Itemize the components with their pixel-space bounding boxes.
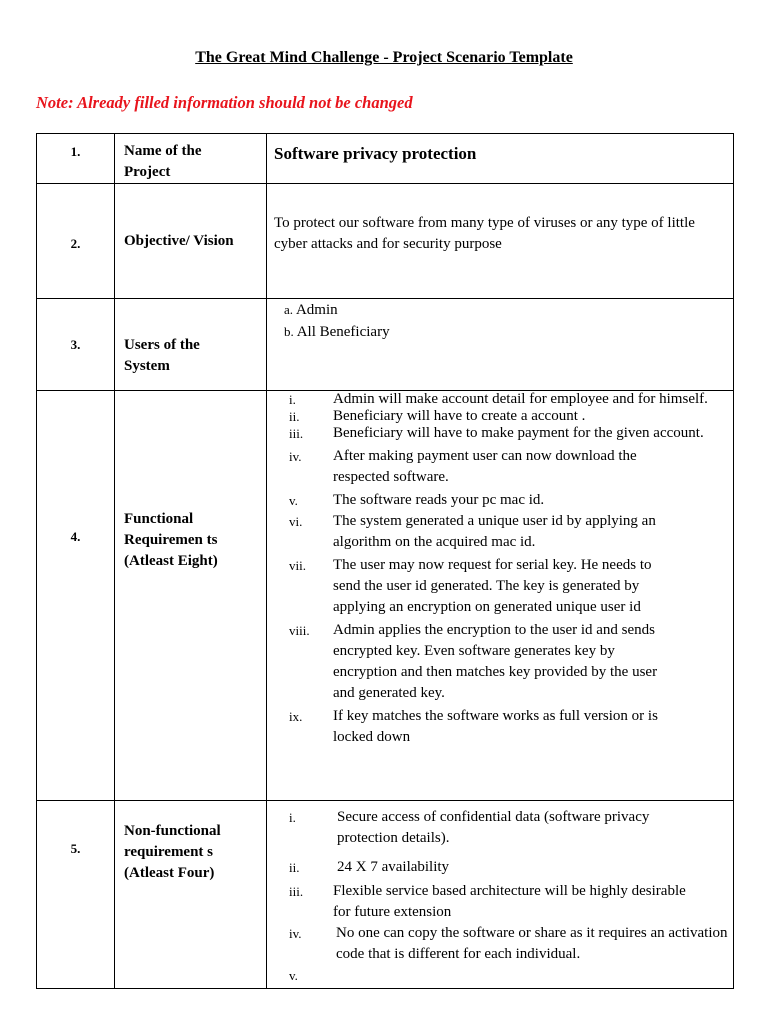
project-scenario-table <box>36 133 734 989</box>
list-item: ii. Beneficiary will have to create a account . <box>289 408 586 424</box>
list-item: iii. Flexible service based architecture will be highly desirable for future extension <box>289 883 686 920</box>
row-label: Objective/ Vision <box>115 184 267 299</box>
row-value <box>267 391 734 801</box>
list-item: vi. The system generated a unique user id by applying an algorithm on the acquired mac id. <box>289 513 656 550</box>
list-item: b. All Beneficiary <box>284 324 390 340</box>
row-number: 3. <box>37 299 115 391</box>
document-title: The Great Mind Challenge - Project Scenario Template <box>195 49 573 66</box>
table-row <box>37 134 734 184</box>
table-row <box>37 184 734 299</box>
list-item: v. The software reads your pc mac id. <box>289 492 545 508</box>
note-text: Note: Already filled information should not be changed <box>36 93 413 112</box>
row-number: 4. <box>37 391 115 801</box>
row-label: Functional Requiremen ts (Atleast Eight) <box>115 391 267 801</box>
list-item: ii. 24 X 7 availability <box>289 859 450 875</box>
table-row <box>37 391 734 801</box>
row-label: Name of the Project <box>115 134 267 184</box>
row-label: Users of the System <box>115 299 267 391</box>
list-item: i. Secure access of confidential data (software privacy protection details). <box>289 809 650 846</box>
list-item: a. Admin <box>284 302 338 318</box>
row-label: Non-functional requirement s (Atleast Four) <box>115 801 267 989</box>
table-row <box>37 801 734 989</box>
row-value <box>267 801 734 989</box>
list-item: iv. After making payment user can now download the respected software. <box>289 448 637 485</box>
row-value: To protect our software from many type of viruses or any type of little cyber attacks and for security purpose <box>267 184 734 299</box>
row-value: Software privacy protection <box>267 134 734 184</box>
list-item: v. <box>289 968 298 983</box>
row-number: 2. <box>37 184 115 299</box>
list-item: i. Admin will make account detail for employee and for himself. <box>289 391 708 407</box>
list-item: vii. The user may now request for serial key. He needs to send the user id generated. The key is generated by applying an encryption on generated unique user id <box>289 557 652 615</box>
row-value <box>267 299 734 391</box>
row-number: 1. <box>37 134 115 184</box>
list-item: iii. Beneficiary will have to make payment for the given account. <box>289 425 704 441</box>
list-item: ix. If key matches the software works as full version or is locked down <box>289 708 658 745</box>
row-number: 5. <box>37 801 115 989</box>
table-row <box>37 299 734 391</box>
list-item: viii. Admin applies the encryption to the user id and sends encrypted key. Even software generates key by encryption and then matches key provided by the user and generated key. <box>289 622 658 701</box>
list-item: iv. No one can copy the software or share as it requires an activation code that is different for each individual. <box>289 925 728 962</box>
